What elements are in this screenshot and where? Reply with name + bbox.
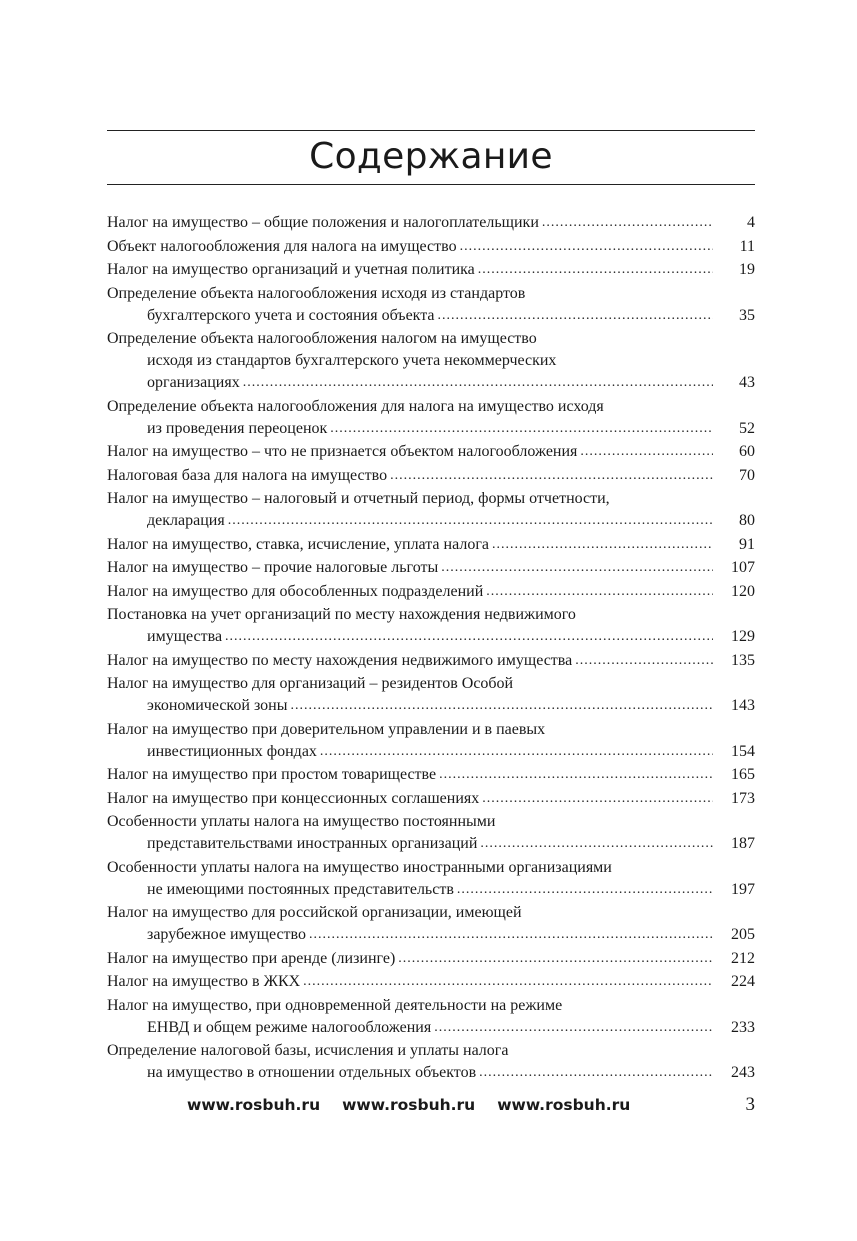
dot-leader — [320, 741, 713, 763]
footer-url[interactable]: www.rosbuh.ru — [497, 1096, 631, 1114]
dot-leader — [303, 971, 713, 993]
toc-page-number: 11 — [739, 237, 755, 255]
toc-entry-text: Налог на имущество – что не признается объектом налогообложения — [107, 443, 578, 460]
toc-entry-text: Особенности уплаты налога на имущество иностранными организациями — [107, 858, 612, 876]
dot-leader — [486, 581, 713, 603]
toc-entry-text: экономической зоны — [147, 697, 288, 714]
footer-urls — [187, 1093, 652, 1117]
dot-leader — [457, 879, 713, 901]
dot-leader — [290, 695, 713, 717]
toc-entry[interactable] — [107, 604, 755, 648]
toc-entry-text: из проведения переоценок — [147, 419, 328, 437]
toc-entry-text: Налог на имущество по месту нахождения недвижимого имущества — [107, 651, 573, 669]
page-footer — [107, 1093, 755, 1117]
toc-page-number: 187 — [731, 835, 755, 852]
dot-leader — [460, 236, 713, 258]
dot-leader — [309, 924, 713, 946]
toc-page-number: 19 — [739, 261, 755, 278]
toc-entry-text: зарубежное имущество — [147, 926, 306, 943]
dot-leader — [330, 418, 713, 440]
dot-leader — [482, 788, 713, 810]
page-title: Содержание — [309, 136, 553, 177]
toc-page-number: 107 — [731, 559, 755, 576]
dot-leader — [542, 212, 713, 234]
toc-entry-text: Определение налоговой базы, исчисления и уплаты налога — [107, 1042, 509, 1059]
toc-page-number: 70 — [739, 466, 755, 484]
toc-entry[interactable] — [107, 212, 755, 234]
toc-page-number: 35 — [739, 306, 755, 324]
toc-page-number: 243 — [731, 1064, 755, 1081]
toc-entry[interactable] — [107, 328, 755, 394]
footer-url[interactable]: www.rosbuh.ru — [342, 1096, 476, 1114]
toc-entry-text: Определение объекта налогообложения налогом на имущество — [107, 330, 537, 347]
dot-leader — [492, 534, 713, 556]
toc-page-number: 52 — [739, 419, 755, 437]
table-of-contents — [107, 212, 755, 1086]
toc-page-number: 135 — [731, 651, 755, 669]
toc-entry-text: инвестиционных фондах — [147, 742, 317, 760]
dot-leader — [225, 626, 713, 648]
toc-page-number: 233 — [731, 1018, 755, 1036]
dot-leader — [434, 1017, 713, 1039]
toc-entry-text: Налог на имущество при простом товариществе — [107, 766, 437, 783]
toc-page-number: 80 — [739, 512, 755, 529]
toc-entry-text: Налог на имущество при аренде (лизинге) — [107, 949, 396, 967]
toc-entry[interactable] — [107, 534, 755, 556]
title-rule-top — [107, 130, 755, 131]
toc-entry-text: Налог на имущество для обособленных подразделений — [107, 582, 484, 600]
toc-entry-text: Налог на имущество – прочие налоговые льготы — [107, 559, 439, 576]
dot-leader — [398, 948, 713, 970]
toc-entry[interactable] — [107, 857, 755, 901]
toc-page-number: 224 — [731, 973, 755, 990]
dot-leader — [439, 764, 713, 786]
toc-entry-text: Определение объекта налогообложения для налога на имущество исходя — [107, 397, 604, 415]
toc-page-number: 212 — [731, 949, 755, 967]
toc-page-number: 91 — [739, 535, 755, 553]
toc-entry[interactable] — [107, 764, 755, 786]
toc-entry-text: имущества — [147, 628, 223, 645]
toc-entry[interactable] — [107, 971, 755, 993]
toc-page-number: 143 — [731, 697, 755, 714]
toc-entry-text: ЕНВД и общем режиме налогообложения — [147, 1018, 432, 1036]
toc-entry-text: Налог на имущество, при одновременной деятельности на режиме — [107, 996, 563, 1014]
toc-page-number: 205 — [731, 926, 755, 943]
toc-entry-text: Объект налогообложения для налога на имущество — [107, 237, 457, 255]
dot-leader — [441, 557, 713, 579]
toc-entry-text: декларация — [147, 512, 225, 529]
toc-entry-text: бухгалтерского учета и состояния объекта — [147, 306, 435, 324]
toc-entry-text: Постановка на учет организаций по месту нахождения недвижимого — [107, 606, 576, 623]
toc-entry[interactable] — [107, 283, 755, 327]
toc-entry[interactable] — [107, 902, 755, 946]
footer-url[interactable]: www.rosbuh.ru — [187, 1096, 321, 1114]
toc-entry-text: Налог на имущество – общие положения и налогоплательщики — [107, 214, 539, 231]
toc-entry-text: Определение объекта налогообложения исходя из стандартов — [107, 284, 526, 302]
dot-leader — [228, 510, 713, 532]
toc-entry-text: не имеющими постоянных представительств — [147, 880, 454, 898]
toc-entry[interactable] — [107, 811, 755, 855]
toc-entry[interactable] — [107, 1040, 755, 1084]
toc-page-number: 60 — [739, 443, 755, 460]
toc-entry-text: Налог на имущество организаций и учетная политика — [107, 261, 475, 278]
toc-entry[interactable] — [107, 557, 755, 579]
dot-leader — [390, 465, 713, 487]
toc-page-number: 165 — [731, 766, 755, 783]
toc-entry-text: Налог на имущество для организаций – резидентов Особой — [107, 675, 514, 692]
toc-entry-text: исходя из стандартов бухгалтерского учета некоммерческих — [147, 352, 557, 369]
toc-page-number: 129 — [731, 628, 755, 645]
toc-entry-text: Налог на имущество для российской организации, имеющей — [107, 904, 522, 921]
toc-entry-text: Особенности уплаты налога на имущество постоянными — [107, 813, 496, 830]
toc-entry-text: Налог на имущество при доверительном управлении и в паевых — [107, 720, 546, 738]
toc-entry[interactable] — [107, 581, 755, 603]
toc-entry[interactable] — [107, 259, 755, 281]
toc-entry[interactable] — [107, 465, 755, 487]
toc-entry[interactable] — [107, 236, 755, 258]
toc-entry[interactable] — [107, 995, 755, 1039]
toc-entry[interactable] — [107, 673, 755, 717]
toc-entry[interactable] — [107, 650, 755, 672]
toc-entry[interactable] — [107, 948, 755, 970]
toc-page-number: 197 — [731, 880, 755, 898]
toc-entry-text: Налог на имущество при концессионных соглашениях — [107, 789, 480, 807]
dot-leader — [243, 372, 713, 394]
toc-entry[interactable] — [107, 441, 755, 463]
toc-entry-text: Налог на имущество, ставка, исчисление, уплата налога — [107, 535, 489, 553]
dot-leader — [438, 305, 713, 327]
toc-page-number: 43 — [739, 374, 755, 391]
dot-leader — [479, 1062, 713, 1084]
toc-page-number: 120 — [731, 582, 755, 600]
toc-entry-text: представительствами иностранных организаций — [147, 835, 478, 852]
page-number: 3 — [745, 1094, 755, 1115]
toc-entry[interactable] — [107, 396, 755, 440]
dot-leader — [575, 650, 713, 672]
toc-entry-text: Налог на имущество в ЖКХ — [107, 973, 301, 990]
dot-leader — [580, 441, 713, 463]
dot-leader — [478, 259, 713, 281]
toc-entry[interactable] — [107, 488, 755, 532]
toc-entry-text: Налог на имущество – налоговый и отчетный период, формы отчетности, — [107, 490, 610, 507]
toc-page-number: 154 — [731, 742, 755, 760]
toc-page-number: 173 — [731, 789, 755, 807]
toc-entry[interactable] — [107, 788, 755, 810]
dot-leader — [480, 833, 713, 855]
toc-entry-text: Налоговая база для налога на имущество — [107, 466, 388, 484]
title-rule-bottom — [107, 184, 755, 185]
toc-entry[interactable] — [107, 719, 755, 763]
toc-entry-text: на имущество в отношении отдельных объектов — [147, 1064, 477, 1081]
toc-entry-text: организациях — [147, 374, 240, 391]
toc-page-number: 4 — [747, 214, 755, 231]
